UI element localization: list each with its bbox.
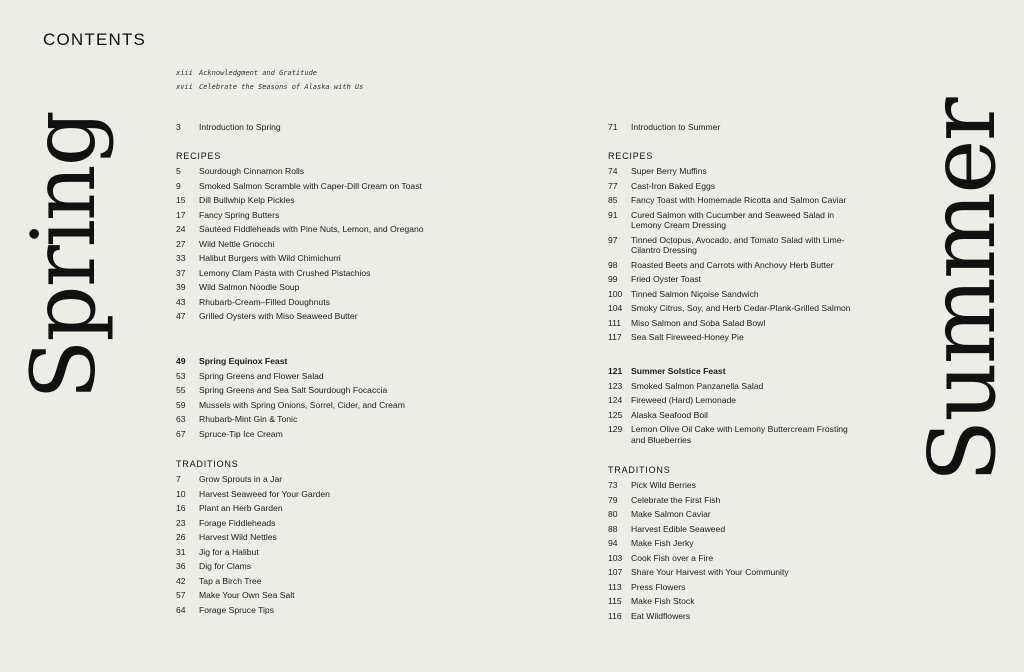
summer-feast-list: [608, 381, 858, 446]
entry-title: Summer Solstice Feast: [631, 366, 726, 376]
entry-title: Halibut Burgers with Wild Chimichurri: [199, 253, 341, 263]
page-number: 97: [608, 234, 618, 245]
page-number: 49: [176, 356, 186, 366]
entry-title: Acknowledgment and Gratitude: [199, 69, 318, 77]
entry-title: Eat Wildflowers: [631, 610, 691, 621]
list-item: [176, 429, 426, 440]
page-number: 67: [176, 428, 186, 439]
summer-recipes-list: [608, 166, 858, 343]
list-item: [176, 80, 476, 94]
page-number: 123: [608, 380, 623, 391]
entry-title: Introduction to Spring: [199, 122, 281, 132]
list-item: [176, 268, 426, 279]
page-number: 42: [176, 575, 186, 586]
entry-title: Make Salmon Caviar: [631, 509, 711, 519]
list-item: [608, 210, 858, 231]
list-item: [176, 547, 426, 558]
list-item: [176, 224, 426, 235]
page-number: 73: [608, 480, 618, 490]
list-item: [608, 181, 858, 192]
list-item: [608, 495, 858, 506]
list-item: [608, 122, 858, 133]
page-number: 23: [176, 517, 186, 528]
page-number: 27: [176, 238, 186, 249]
page-number: 15: [176, 195, 186, 205]
entry-title: Smoky Citrus, Soy, and Herb Cedar-Plank-Grilled Salmon: [631, 303, 851, 313]
page-number: 3: [176, 122, 181, 132]
list-item: [608, 166, 858, 177]
entry-title: Super Berry Muffins: [631, 166, 707, 176]
list-item: [608, 235, 858, 256]
page-number: 7: [176, 474, 181, 484]
list-item: [176, 122, 426, 133]
page-number: xiii: [176, 69, 193, 77]
entry-title: Tinned Salmon Niçoise Sandwich: [631, 288, 759, 299]
page-number: 36: [176, 561, 186, 571]
list-item: [608, 509, 858, 520]
list-item: [608, 524, 858, 535]
section-label: TRADITIONS: [176, 459, 239, 469]
page-number: 111: [608, 317, 622, 328]
entry-title: Celebrate the First Fish: [631, 494, 721, 505]
list-item: [176, 371, 426, 382]
entry-title: Roasted Beets and Carrots with Anchovy Herb Butter: [631, 259, 834, 270]
entry-title: Harvest Seaweed for Your Garden: [199, 488, 330, 499]
entry-title: Make Fish Stock: [631, 596, 695, 606]
list-item: [608, 567, 858, 578]
page-number: 94: [608, 538, 618, 548]
list-item: [608, 480, 858, 491]
list-item: [176, 195, 426, 206]
entry-title: Introduction to Summer: [631, 122, 721, 132]
page-number: 113: [608, 581, 622, 592]
summer-intro-block: [608, 122, 858, 137]
list-item: [176, 518, 426, 529]
entry-title: Alaska Seafood Boil: [631, 409, 708, 420]
entry-title: Spring Greens and Sea Salt Sourdough Focaccia: [199, 385, 388, 395]
page-number: 117: [608, 332, 622, 342]
list-item: [608, 260, 858, 271]
page-number: 80: [608, 509, 618, 519]
entry-title: Rhubarb-Mint Gin & Tonic: [199, 414, 298, 424]
page-number: 77: [608, 180, 618, 191]
spring-traditions-section: [176, 459, 426, 619]
list-item: [608, 553, 858, 564]
page-number: 91: [608, 209, 618, 220]
page-number: 115: [608, 596, 622, 606]
page-number: 10: [176, 488, 186, 499]
entry-title: Fried Oyster Toast: [631, 274, 702, 284]
entry-title: Lemony Clam Pasta with Crushed Pistachios: [199, 267, 371, 278]
page-number: 103: [608, 552, 623, 563]
entry-title: Tinned Octopus, Avocado, and Tomato Salad with Lime-Cilantro Dressing: [631, 234, 845, 255]
page-number: 98: [608, 259, 618, 270]
list-item: [608, 395, 858, 406]
page-number: 74: [608, 166, 618, 176]
page-number: 16: [176, 503, 186, 513]
entry-title: Dill Bullwhip Kelp Pickles: [199, 195, 295, 205]
front-matter-list: [176, 66, 476, 94]
list-item: [176, 576, 426, 587]
list-item: [608, 332, 858, 343]
entry-title: Wild Salmon Noodle Soup: [199, 282, 300, 292]
list-item: [608, 424, 858, 445]
page-number: 79: [608, 494, 618, 505]
list-item: [176, 561, 426, 572]
entry-title: Spring Equinox Feast: [199, 356, 288, 366]
entry-title: Sourdough Cinnamon Rolls: [199, 166, 305, 176]
entry-title: Cast-Iron Baked Eggs: [631, 180, 716, 191]
entry-title: Mussels with Spring Onions, Sorrel, Cider, and Cream: [199, 399, 405, 410]
page-number: 31: [176, 546, 186, 557]
list-item: [176, 590, 426, 601]
page-number: 100: [608, 288, 623, 299]
spring-heading: Spring: [12, 112, 115, 400]
page-number: 64: [176, 604, 186, 615]
entry-title: Fancy Toast with Homemade Ricotta and Salmon Caviar: [631, 195, 847, 205]
entry-title: Pick Wild Berries: [631, 480, 696, 490]
summer-heading: Summer: [909, 99, 1016, 483]
page-number: 125: [608, 409, 623, 420]
section-label: TRADITIONS: [608, 465, 671, 475]
entry-title: Spring Greens and Flower Salad: [199, 370, 324, 381]
entry-title: Smoked Salmon Panzanella Salad: [631, 380, 764, 391]
list-item: [176, 297, 426, 308]
entry-title: Miso Salmon and Soba Salad Bowl: [631, 317, 766, 328]
list-item: [608, 538, 858, 549]
list-item: [608, 611, 858, 622]
entry-title: Fancy Spring Butters: [199, 209, 280, 220]
page-number: 5: [176, 166, 181, 176]
page-number: 71: [608, 122, 618, 132]
page-number: 129: [608, 424, 623, 434]
page-number: 88: [608, 523, 618, 534]
page-number: 85: [608, 195, 618, 205]
list-item: [608, 289, 858, 300]
entry-title: Celebrate the Seasons of Alaska with Us: [199, 83, 364, 91]
page-number: 107: [608, 567, 623, 577]
list-item: [608, 582, 858, 593]
spring-feast-section: [176, 356, 426, 443]
entry-title: Rhubarb-Cream–Filled Doughnuts: [199, 296, 330, 307]
page-number: 121: [608, 366, 623, 376]
entry-title: Harvest Wild Nettles: [199, 532, 277, 542]
list-item: [176, 489, 426, 500]
entry-title: Dig for Clams: [199, 561, 252, 571]
page-number: 17: [176, 209, 186, 220]
entry-title: Cured Salmon with Cucumber and Seaweed Salad in Lemony Cream Dressing: [631, 209, 835, 230]
list-item: [608, 596, 858, 607]
summer-feast-section: [608, 366, 858, 449]
entry-title: Press Flowers: [631, 581, 686, 592]
summer-traditions-section: [608, 465, 858, 625]
page-number: 104: [608, 303, 623, 313]
entry-title: Make Fish Jerky: [631, 538, 694, 548]
section-label: RECIPES: [608, 151, 654, 161]
spring-traditions-list: [176, 474, 426, 615]
entry-title: Fireweed (Hard) Lemonade: [631, 395, 737, 405]
page-number: 33: [176, 253, 186, 263]
entry-title: Grow Sprouts in a Jar: [199, 474, 283, 484]
spring-recipes-section: [176, 151, 426, 326]
list-item: [176, 532, 426, 543]
list-item: [608, 318, 858, 329]
entry-title: Wild Nettle Gnocchi: [199, 238, 275, 249]
page-number: 43: [176, 296, 186, 307]
entry-title: Lemon Olive Oil Cake with Lemony Buttercream Frosting and Blueberries: [631, 424, 848, 445]
summer-traditions-list: [608, 480, 858, 621]
entry-title: Share Your Harvest with Your Community: [631, 567, 789, 577]
list-item: [176, 400, 426, 411]
list-item: [608, 303, 858, 314]
page-number: 39: [176, 282, 186, 292]
page-number: 53: [176, 370, 186, 381]
list-item: [176, 385, 426, 396]
list-item: [176, 503, 426, 514]
page-number: xvii: [176, 83, 193, 91]
entry-title: Plant an Herb Garden: [199, 503, 283, 513]
entry-title: Sautéed Fiddleheads with Pine Nuts, Lemon, and Oregano: [199, 224, 424, 234]
list-item: [176, 474, 426, 485]
page-number: 9: [176, 180, 181, 191]
page-number: 59: [176, 399, 186, 410]
entry-title: Sea Salt Fireweed-Honey Pie: [631, 332, 744, 342]
page-number: 99: [608, 274, 618, 284]
section-label: RECIPES: [176, 151, 222, 161]
entry-title: Smoked Salmon Scramble with Caper-Dill Cream on Toast: [199, 180, 422, 191]
list-item: [608, 195, 858, 206]
entry-title: Forage Spruce Tips: [199, 604, 274, 615]
page-number: 124: [608, 395, 623, 405]
list-item: [176, 166, 426, 177]
feast-heading: [176, 356, 426, 367]
page-number: 24: [176, 224, 186, 234]
spring-feast-list: [176, 371, 426, 440]
list-item: [176, 282, 426, 293]
list-item: [176, 66, 476, 80]
page-number: 55: [176, 385, 186, 395]
page-number: 37: [176, 267, 186, 278]
summer-recipes-section: [608, 151, 858, 347]
page-number: 47: [176, 311, 186, 321]
spring-intro-block: [176, 122, 426, 137]
page-number: 26: [176, 532, 186, 542]
entry-title: Forage Fiddleheads: [199, 517, 276, 528]
spring-recipes-list: [176, 166, 426, 322]
page-number: 63: [176, 414, 186, 424]
entry-title: Cook Fish over a Fire: [631, 552, 714, 563]
entry-title: Harvest Edible Seaweed: [631, 523, 726, 534]
list-item: [176, 239, 426, 250]
page-number: 57: [176, 590, 186, 600]
entry-title: Make Your Own Sea Salt: [199, 590, 295, 600]
list-item: [176, 253, 426, 264]
list-item: [608, 381, 858, 392]
list-item: [608, 410, 858, 421]
page-title: CONTENTS: [43, 30, 147, 49]
entry-title: Grilled Oysters with Miso Seaweed Butter: [199, 311, 358, 321]
entry-title: Jig for a Halibut: [199, 546, 259, 557]
list-item: [176, 181, 426, 192]
list-item: [176, 311, 426, 322]
page-number: 116: [608, 610, 622, 621]
entry-title: Tap a Birch Tree: [199, 575, 262, 586]
list-item: [176, 414, 426, 425]
feast-heading: [608, 366, 858, 377]
entry-title: Spruce-Tip Ice Cream: [199, 428, 283, 439]
list-item: [608, 274, 858, 285]
list-item: [176, 605, 426, 616]
list-item: [176, 210, 426, 221]
